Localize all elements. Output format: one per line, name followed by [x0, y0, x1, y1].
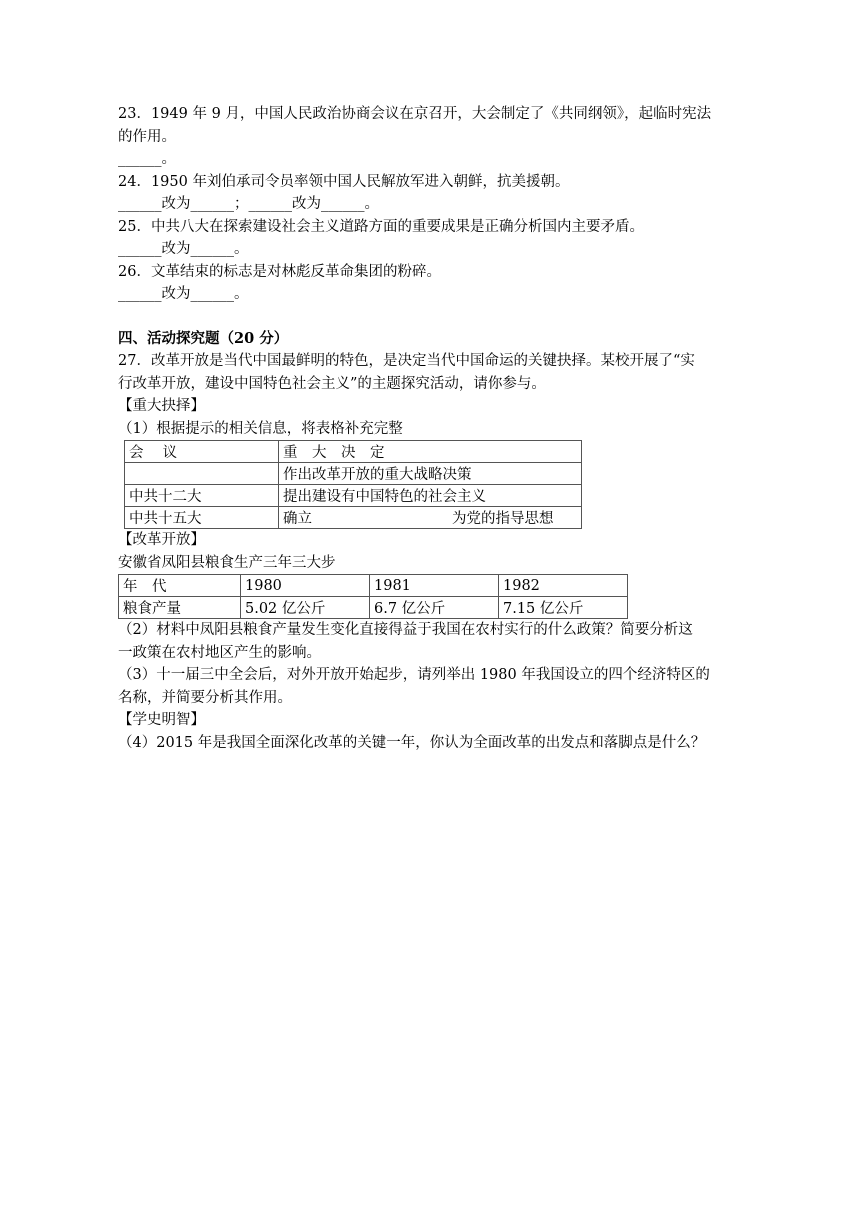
- question-text: 25．中共八大在探索建设社会主义道路方面的重要成果是正确分析国内主要矛盾。: [118, 218, 644, 235]
- table-header-cell: 1982: [499, 575, 628, 597]
- question-24: [118, 171, 743, 216]
- table-header-cell: 1981: [370, 575, 499, 597]
- question-26: [118, 261, 743, 306]
- table-cell: 提出建设有中国特色的社会主义: [279, 485, 582, 507]
- table-header-row: [119, 575, 628, 597]
- table-row: [125, 463, 582, 485]
- table-header-cell: 会 议: [125, 441, 279, 463]
- answer-blank: ______改为______。: [118, 241, 249, 257]
- table-header-cell: 重 大 决 定: [279, 441, 582, 463]
- table-cell: 中共十二大: [125, 485, 279, 507]
- table-cell: 粮食产量: [119, 597, 241, 619]
- table-cell: 6.7 亿公斤: [370, 597, 499, 619]
- answer-blank: ______改为______。: [118, 286, 249, 302]
- question-text: 的作用。: [118, 128, 176, 145]
- table-cell: 作出改革开放的重大战略决策: [279, 463, 582, 485]
- sub-question-3: （3）十一届三中全会后，对外开放开始起步，请列举出 1980 年我国设立的四个经济特区的: [118, 667, 710, 683]
- table-row: [125, 507, 582, 529]
- table-header-cell: 1980: [241, 575, 370, 597]
- table-cell: [279, 507, 582, 529]
- table-caption: 安徽省凤阳县粮食生产三年三大步: [118, 554, 336, 571]
- sub-question-2-cont: 一政策在农村地区产生的影响。: [118, 644, 321, 661]
- section-title: 四、活动探究题（20 分）: [118, 329, 289, 347]
- subsection-heading: 【重大抉择】: [118, 398, 205, 414]
- table-cell: 中共十五大: [125, 507, 279, 529]
- sub-question-3-cont: 名称，并简要分析其作用。: [118, 689, 292, 706]
- table-header-cell: 年 代: [119, 575, 241, 597]
- table-cell-prefix: 确立: [283, 511, 312, 527]
- table-row: [119, 597, 628, 619]
- subsection-heading: 【学史明智】: [118, 712, 205, 728]
- sub-question-2: （2）材料中凤阳县粮食产量发生变化直接得益于我国在农村实行的什么政策？简要分析这: [118, 622, 693, 638]
- question-25: [118, 216, 743, 261]
- sub-question-4: （4）2015 年是我国全面深化改革的关键一年，你认为全面改革的出发点和落脚点是什么？: [118, 734, 706, 751]
- question-text: 23．1949 年 9 月，中国人民政治协商会议在京召开，大会制定了《共同纲领》，起临时宪法: [118, 106, 712, 122]
- table-header-row: [125, 441, 582, 463]
- document-page: [118, 103, 743, 754]
- answer-blank: ______改为______；______改为______。: [118, 196, 379, 212]
- table-cell: 7.15 亿公斤: [499, 597, 628, 619]
- decision-table: [124, 440, 582, 529]
- table-cell-suffix: 为党的指导思想: [452, 511, 554, 527]
- table-cell-blank: [125, 463, 279, 485]
- question-text: 26．文革结束的标志是对林彪反革命集团的粉碎。: [118, 263, 441, 280]
- sub-question-1: （1）根据提示的相关信息，将表格补充完整: [118, 420, 403, 437]
- question-text: 27．改革开放是当代中国最鲜明的特色，是决定当代中国命运的关键抉择。某校开展了“实: [118, 353, 695, 369]
- table-cell: 5.02 亿公斤: [241, 597, 370, 619]
- grain-output-table: [118, 574, 628, 619]
- table-row: [125, 485, 582, 507]
- answer-blank: ______。: [118, 151, 176, 167]
- question-text: 24．1950 年刘伯承司令员率领中国人民解放军进入朝鲜，抗美援朝。: [118, 173, 570, 190]
- question-27: [118, 350, 743, 754]
- question-text: 行改革开放，建设中国特色社会主义”的主题探究活动，请你参与。: [118, 375, 546, 392]
- subsection-heading: 【改革开放】: [118, 532, 205, 548]
- question-23: [118, 103, 743, 171]
